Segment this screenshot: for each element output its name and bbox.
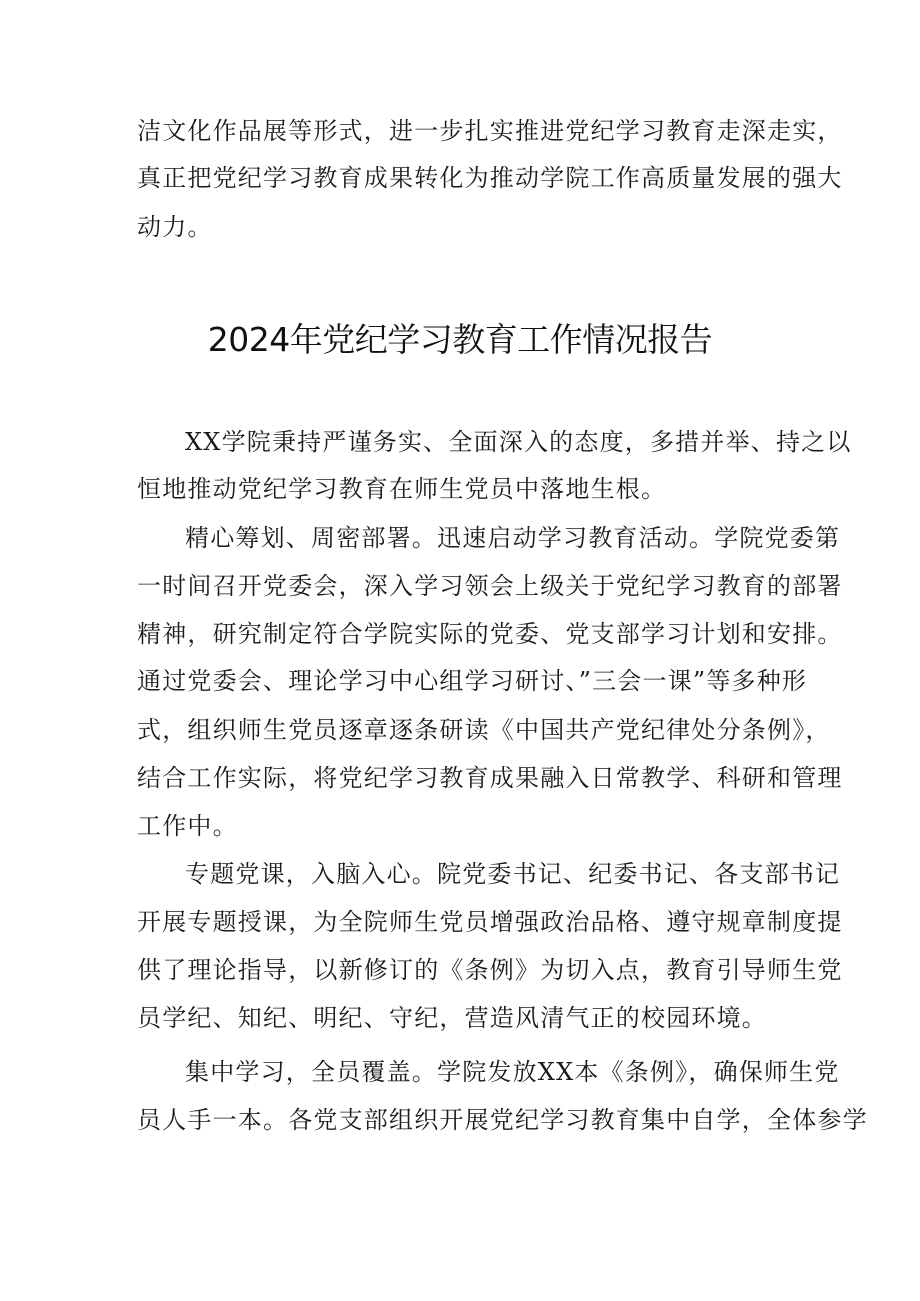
- intro-line-3: 动力。: [137, 213, 213, 241]
- paragraph-3-line-3: 供了理论指导，以新修订的《条例》为切入点，教育引导师生党: [137, 956, 843, 984]
- paragraph-2-line-6: 结合工作实际，将党纪学习教育成果融入日常教学、科研和管理: [137, 764, 843, 792]
- intro-line-1: 洁文化作品展等形式，进一步扎实推进党纪学习教育走深走实，: [137, 117, 843, 145]
- paragraph-3-line-4: 员学纪、知纪、明纪、守纪，营造风清气正的校园环境。: [137, 1004, 767, 1032]
- paragraph-2-line-2: 一时间召开党委会，深入学习领会上级关于党纪学习教育的部署: [137, 572, 843, 600]
- paragraph-1-line-1: XX学院秉持严谨务实、全面深入的态度，多措并举、持之以: [185, 428, 852, 456]
- paragraph-4-line-2: 员人手一本。各党支部组织开展党纪学习教育集中自学，全体参学: [137, 1106, 868, 1134]
- paragraph-3-line-2: 开展专题授课，为全院师生党员增强政治品格、遵守规章制度提: [137, 908, 843, 936]
- paragraph-2-line-5: 式，组织师生党员逐章逐条研读《中国共产党纪律处分条例》，: [137, 716, 831, 744]
- paragraph-2-line-3: 精神，研究制定符合学院实际的党委、党支部学习计划和安排。: [137, 620, 843, 648]
- paragraph-2-line-7: 工作中。: [137, 812, 238, 840]
- paragraph-3-line-1: 专题党课，入脑入心。院党委书记、纪委书记、各支部书记: [185, 860, 841, 888]
- report-title: 2024年党纪学习教育工作情况报告: [207, 320, 713, 359]
- paragraph-2-line-1: 精心筹划、周密部署。迅速启动学习教育活动。学院党委第: [185, 524, 841, 552]
- intro-line-2: 真正把党纪学习教育成果转化为推动学院工作高质量发展的强大: [137, 164, 843, 192]
- paragraph-2-line-4: 通过党委会、理论学习中心组学习研讨、”三会一课”等多种形: [137, 667, 808, 695]
- paragraph-1-line-2: 恒地推动党纪学习教育在师生党员中落地生根。: [137, 475, 667, 503]
- paragraph-4-line-1: 集中学习，全员覆盖。学院发放XX本《条例》，确保师生党: [185, 1058, 840, 1086]
